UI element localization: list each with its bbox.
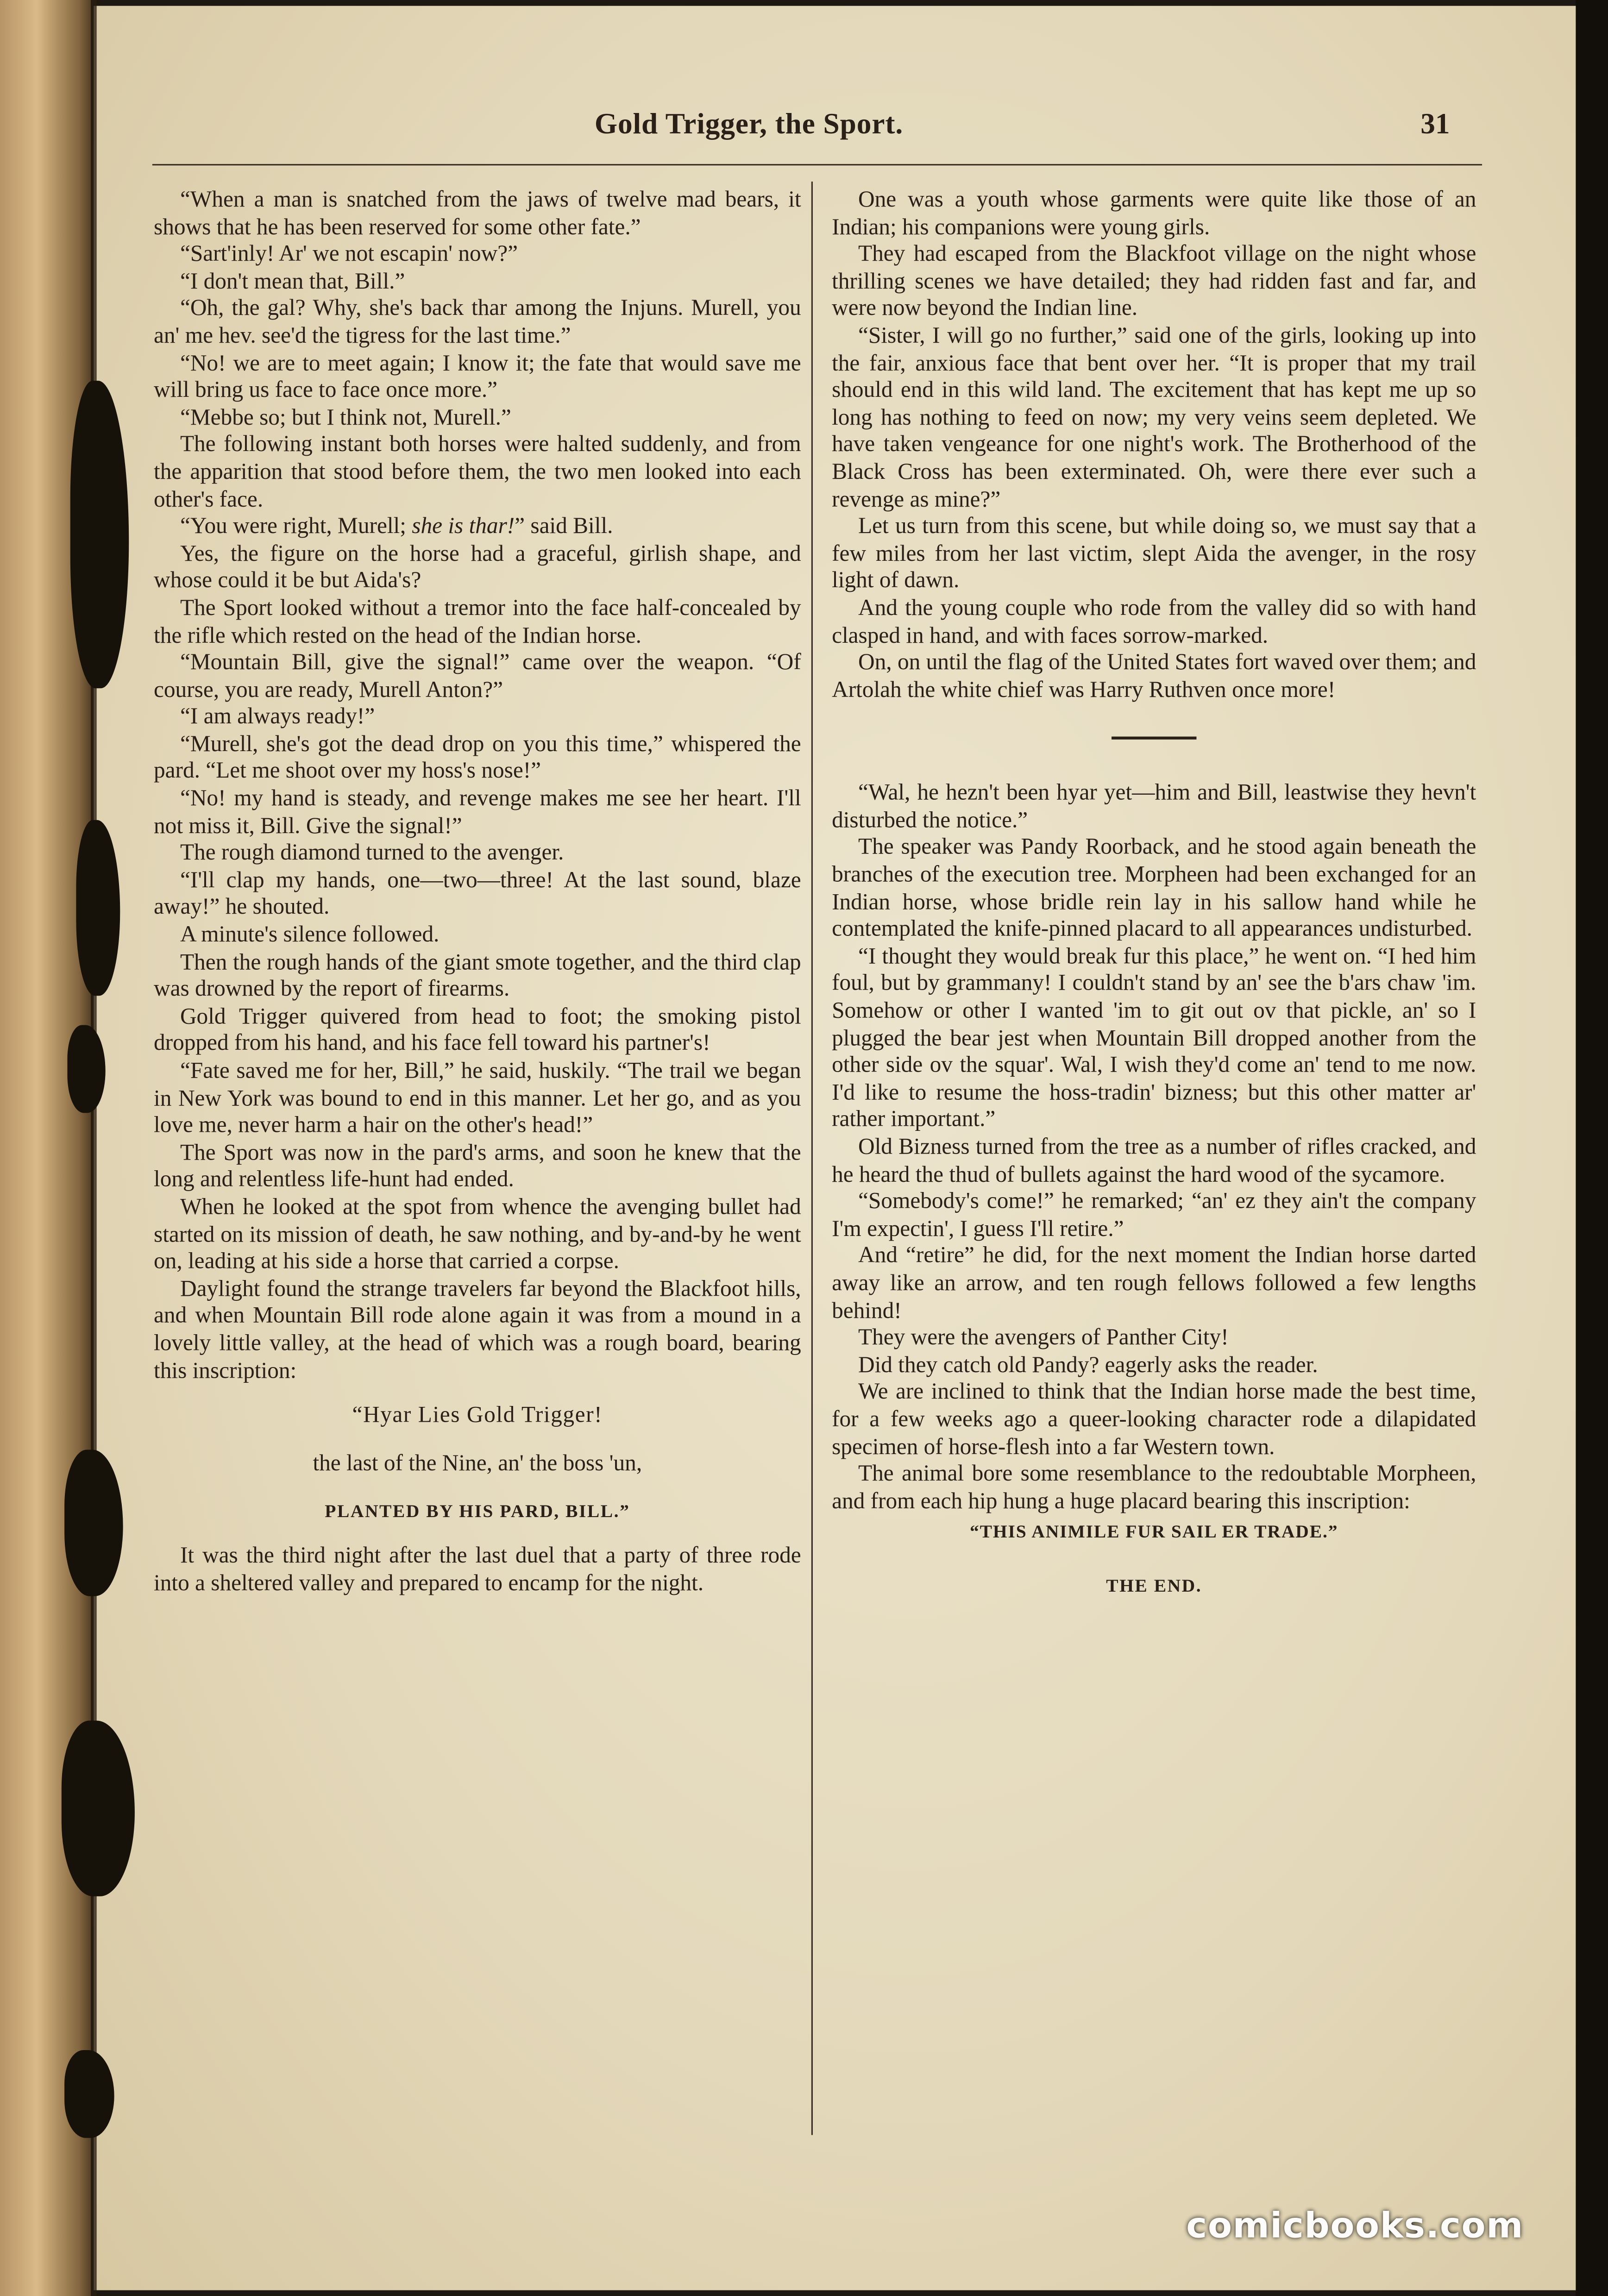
paragraph: The speaker was Pandy Roorback, and he stood again beneath the branches of the execution tree. Morpheen had been exchanged for an Indian horse, whose bridle rein lay in his sallow hand while he contemplated the knife-pinned placard to all appearances undisturbed. xyxy=(832,835,1476,942)
paragraph: “Oh, the gal? Why, she's back thar among the Injuns. Murell, you an' me hev. see'd the tigress for the last time.” xyxy=(154,296,801,349)
paragraph xyxy=(154,514,801,541)
the-end-label: THE END. xyxy=(1106,1575,1202,1596)
paragraph: “Murell, she's got the dead drop on you this time,” whispered the pard. “Let me shoot over my hoss's nose!” xyxy=(154,732,801,784)
section-break-rule xyxy=(1112,737,1196,740)
paragraph: “Sister, I will go no further,” said one of the girls, looking up into the fair, anxious face that bent over her. “It is proper that my trail should end in this wild land. The excitement that has kept me up so long has nothing to feed on now; my very veins seem depleted. We have taken vengeance for one night's work. The Brotherhood of the Black Cross has been exterminated. Oh, were there ever such a revenge as mine?” xyxy=(832,323,1476,512)
paragraph: The rough diamond turned to the avenger. xyxy=(180,841,564,866)
scan-background-edge xyxy=(1576,0,1608,2296)
paragraph: The Sport looked without a tremor into the face half-concealed by the rifle which rested on the head of the Indian horse. xyxy=(154,596,801,648)
paragraph: The animal bore some resemblance to the redoubtable Morpheen, and from each hip hung a huge placard bearing this inscription: xyxy=(832,1462,1476,1514)
column-divider xyxy=(811,182,813,2135)
right-column xyxy=(832,188,1476,1600)
paragraph: Did they catch old Pandy? eagerly asks the reader. xyxy=(858,1352,1318,1378)
paragraph: One was a youth whose garments were quite like those of an Indian; his companions were young girls. xyxy=(832,187,1476,240)
paragraph: “Fate saved me for her, Bill,” he said, huskily. “The trail we began in New York was bound to end in this manner. Let her go, and as you love me, never harm a hair on the other's head!” xyxy=(154,1059,801,1138)
binding-shadow xyxy=(38,0,96,2296)
paragraph: “I thought they would break fur this place,” he went on. “I hed him foul, but by grammany! I couldn't stand by an' see the b'ars chaw 'im. Somehow or other I wanted 'im to git out ov that pickle, an' so I plugged the bear jest when Mountain Bill dropped another from the other side ov the squar'. Wal, I wish they'd come an' tend to me now. I'd like to resume the hoss-tradin' bizness; but this other matter ar' rather important.” xyxy=(832,944,1476,1133)
paragraph: We are inclined to think that the Indian horse made the best time, for a few weeks ago a queer-looking character rode a dilapidated specimen of horse-flesh into a far Western town. xyxy=(832,1380,1476,1460)
paragraph: “No! my hand is steady, and revenge makes me see her heart. I'll not miss it, Bill. Give the signal!” xyxy=(154,786,801,839)
paragraph-text: “You were right, Murell; xyxy=(180,514,412,539)
paragraph: Gold Trigger quivered from head to foot; the smoking pistol dropped from his hand, and his face fell toward his partner's! xyxy=(154,1004,801,1057)
page-number: 31 xyxy=(1420,108,1450,141)
paragraph: And “retire” he did, for the next moment the Indian horse darted away like an arrow, and ten rough fellows followed a few lengths behind! xyxy=(832,1243,1476,1324)
placard-inscription: “THIS ANIMILE FUR SAIL ER TRADE.” xyxy=(969,1522,1338,1543)
paragraph: Yes, the figure on the horse had a graceful, girlish shape, and whose could it be but Aida's? xyxy=(154,541,801,594)
paragraph: “I don't mean that, Bill.” xyxy=(180,269,405,294)
paragraph: “Mebbe so; but I think not, Murell.” xyxy=(180,405,511,430)
paragraph: Daylight found the strange travelers far beyond the Blackfoot hills, and when Mountain Bill rode alone again it was from a mound in a lovely little valley, at the head of which was a rough board, bearing this inscription: xyxy=(154,1276,801,1383)
paragraph: “No! we are to meet again; I know it; the fate that would save me will bring us face to face once more.” xyxy=(154,351,801,403)
epitaph-line: PLANTED BY HIS PARD, BILL.” xyxy=(325,1501,630,1522)
paragraph: “Wal, he hezn't been hyar yet—him and Bill, leastwise they hevn't disturbed the notice.” xyxy=(832,781,1476,833)
paragraph: “I am always ready!” xyxy=(180,704,375,730)
watermark: comicbooks.com xyxy=(1186,2205,1524,2246)
epitaph-line: “Hyar Lies Gold Trigger! xyxy=(352,1403,603,1428)
paragraph: “Sart'inly! Ar' we not escapin' now?” xyxy=(180,242,518,267)
paragraph: They were the avengers of Panther City! xyxy=(858,1325,1229,1350)
paragraph: “When a man is snatched from the jaws of twelve mad bears, it shows that he has been reserved for some other fate.” xyxy=(154,187,801,240)
paragraph: “I'll clap my hands, one—two—three! At the last sound, blaze away!” he shouted. xyxy=(154,868,801,921)
epitaph-line: the last of the Nine, an' the boss 'un, xyxy=(313,1450,642,1476)
paragraph: When he looked at the spot from whence the avenging bullet had started on its mission of death, he saw nothing, and by-and-by he went on, leading at his side a horse that carried a corpse. xyxy=(154,1195,801,1274)
paragraph: The Sport was now in the pard's arms, and soon he knew that the long and relentless life-hunt had ended. xyxy=(154,1140,801,1193)
header-rule xyxy=(152,164,1482,165)
paragraph: They had escaped from the Blackfoot village on the night whose thrilling scenes we have detailed; they had ridden fast and far, and were now beyond the Indian line. xyxy=(832,242,1476,321)
paragraph: On, on until the flag of the United States fort waved over them; and Artolah the white chief was Harry Ruthven once more! xyxy=(832,650,1476,703)
paragraph: It was the third night after the last duel that a party of three rode into a sheltered valley and prepared to encamp for the night. xyxy=(154,1543,801,1596)
paragraph-text: ” said Bill. xyxy=(515,514,613,539)
left-column xyxy=(154,188,801,1598)
paragraph: Old Bizness turned from the tree as a number of rifles cracked, and he heard the thud of bullets against the hard wood of the sycamore. xyxy=(832,1135,1476,1187)
paragraph: A minute's silence followed. xyxy=(180,922,440,947)
italic-text: she is thar! xyxy=(412,514,515,539)
paragraph: Let us turn from this scene, but while doing so, we must say that a few miles from her last victim, slept Aida the avenger, in the rosy light of dawn. xyxy=(832,514,1476,594)
epitaph-inscription xyxy=(154,1403,801,1526)
paragraph: The following instant both horses were halted suddenly, and from the apparition that stood before them, the two men looked into each other's face. xyxy=(154,432,801,512)
paragraph: Then the rough hands of the giant smote together, and the third clap was drowned by the report of firearms. xyxy=(154,950,801,1002)
paragraph: And the young couple who rode from the valley did so with hand clasped in hand, and with faces sorrow-marked. xyxy=(832,596,1476,648)
running-head-title: Gold Trigger, the Sport. xyxy=(594,108,904,141)
paragraph: “Mountain Bill, give the signal!” came over the weapon. “Of course, you are ready, Murell Anton?” xyxy=(154,650,801,703)
paragraph: “Somebody's come!” he remarked; “an' ez they ain't the company I'm expectin', I guess I'll retire.” xyxy=(832,1189,1476,1242)
